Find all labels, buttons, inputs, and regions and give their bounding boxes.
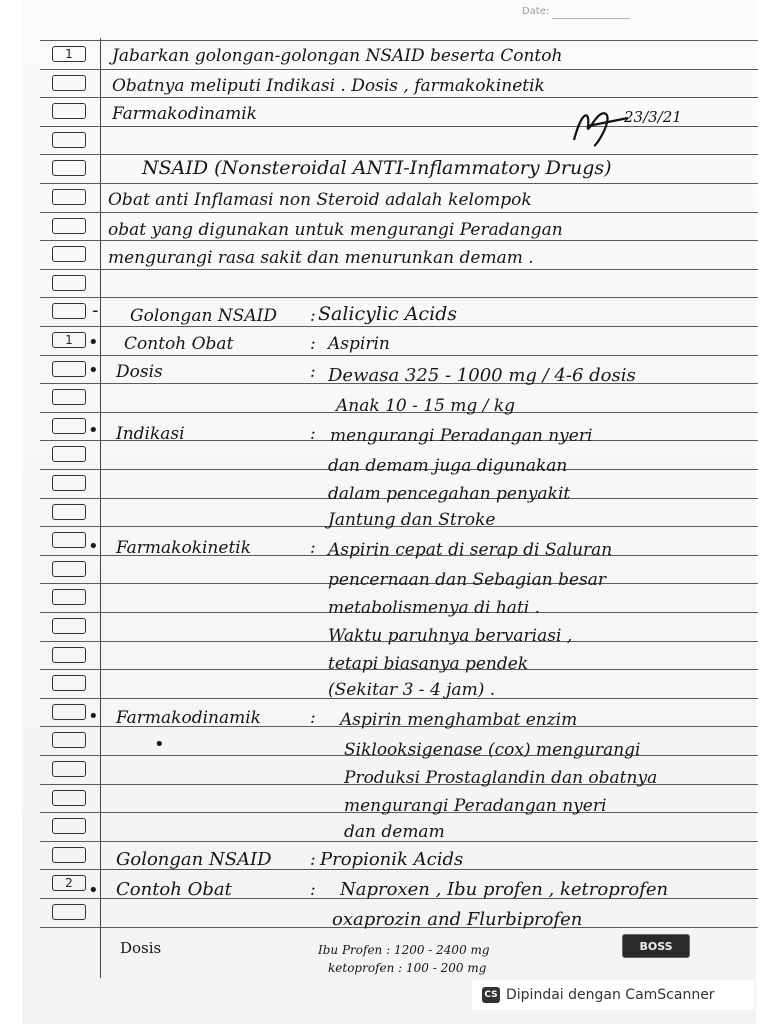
ruled-line — [40, 355, 758, 356]
farmakokinetik-value-1e: tetapi biasanya pendek — [328, 654, 529, 674]
margin-checkbox — [52, 246, 86, 262]
bullet: • — [88, 880, 99, 901]
intro-line-1: NSAID (Nonsteroidal ANTI-Inflammatory Drugs) — [142, 157, 612, 179]
margin-checkbox — [52, 589, 86, 605]
dosis-value-1a: Dewasa 325 - 1000 mg / 4-6 dosis — [328, 365, 636, 386]
bullet: • — [88, 420, 99, 441]
farmakodinamik-label-1: Farmakodinamik — [116, 708, 261, 728]
farmakokinetik-value-1a: Aspirin cepat di serap di Saluran — [328, 540, 613, 560]
colon: : — [310, 850, 316, 870]
golongan-value-1: Salicylic Acids — [318, 303, 458, 325]
margin-line — [100, 38, 101, 978]
margin-checkbox — [52, 361, 86, 377]
margin-checkbox — [52, 532, 86, 548]
date-line — [552, 18, 630, 19]
colon: : — [310, 306, 316, 326]
margin-checkbox — [52, 132, 86, 148]
dash-marker: - — [92, 300, 99, 321]
golongan-value-2: Propionik Acids — [320, 849, 464, 870]
indikasi-value-1a: mengurangi Peradangan nyeri — [330, 426, 593, 446]
question-line-3: Farmakodinamik — [112, 104, 257, 124]
colon: : — [310, 424, 316, 444]
margin-checkbox — [52, 818, 86, 834]
dosis-value-2a: Ibu Profen : 1200 - 2400 mg — [318, 943, 490, 957]
ruled-line — [40, 212, 758, 213]
contoh-label-2: Contoh Obat — [116, 879, 232, 900]
farmakodinamik-value-1a: Aspirin menghambat enzim — [340, 710, 578, 730]
farmakodinamik-value-1c: Produksi Prostaglandin dan obatnya — [344, 768, 658, 788]
margin-checkbox — [52, 475, 86, 491]
ruled-line — [40, 269, 758, 270]
farmakodinamik-value-1b: Siklooksigenase (cox) mengurangi — [344, 740, 641, 760]
camscanner-icon: CS — [482, 987, 500, 1003]
farmakodinamik-value-1e: dan demam — [344, 822, 445, 842]
question-line-2: Obatnya meliputi Indikasi . Dosis , farmakokinetik — [112, 76, 545, 96]
margin-checkbox — [52, 189, 86, 205]
margin-checkbox — [52, 446, 86, 462]
dosis-label-2: Dosis — [120, 939, 162, 957]
farmakokinetik-label-1: Farmakokinetik — [116, 538, 252, 558]
boss-stamp-logo: BOSS — [622, 934, 690, 958]
dosis-label-1: Dosis — [116, 362, 163, 382]
ruled-line — [40, 326, 758, 327]
colon: : — [310, 708, 316, 728]
intro-line-3: obat yang digunakan untuk mengurangi Peradangan — [108, 220, 563, 240]
farmakokinetik-value-1f: (Sekitar 3 - 4 jam) . — [328, 680, 496, 700]
margin-checkbox — [52, 75, 86, 91]
ruled-line — [40, 183, 758, 184]
bullet: • — [88, 360, 99, 381]
date-label: Date: — [522, 6, 550, 17]
colon: : — [310, 880, 316, 900]
margin-checkbox — [52, 103, 86, 119]
camscanner-text: Dipindai dengan CamScanner — [506, 987, 715, 1003]
margin-checkbox — [52, 303, 86, 319]
margin-checkbox — [52, 618, 86, 634]
bullet: • — [88, 332, 99, 353]
margin-checkbox — [52, 160, 86, 176]
indikasi-value-1c: dalam pencegahan penyakit — [328, 484, 571, 504]
indikasi-value-1b: dan demam juga digunakan — [328, 456, 568, 476]
signature-date: 23/3/21 — [624, 108, 682, 126]
bullet: • — [88, 536, 99, 557]
contoh-label-1: Contoh Obat — [124, 334, 234, 354]
margin-checkbox — [52, 275, 86, 291]
margin-checkbox — [52, 389, 86, 405]
margin-checkbox — [52, 561, 86, 577]
intro-line-2: Obat anti Inflamasi non Steroid adalah kelompok — [108, 190, 532, 210]
colon: : — [310, 362, 316, 382]
margin-checkbox — [52, 847, 86, 863]
margin-checkbox — [52, 790, 86, 806]
ruled-line — [40, 69, 758, 70]
dosis-value-2b: ketoprofen : 100 - 200 mg — [328, 961, 487, 975]
golongan-label-1: Golongan NSAID — [130, 306, 277, 326]
indikasi-value-1d: Jantung dan Stroke — [328, 510, 496, 530]
farmakodinamik-value-1d: mengurangi Peradangan nyeri — [344, 796, 607, 816]
contoh-value-2b: oxaprozin and Flurbiprofen — [332, 909, 583, 930]
margin-checkbox — [52, 704, 86, 720]
farmakokinetik-value-1d: Waktu paruhnya bervariasi , — [328, 626, 573, 646]
margin-checkbox — [52, 904, 86, 920]
signature-mark — [568, 100, 718, 150]
colon: : — [310, 538, 316, 558]
ruled-line — [40, 154, 758, 155]
intro-line-4: mengurangi rasa sakit dan menurunkan demam . — [108, 248, 534, 268]
margin-checkbox — [52, 761, 86, 777]
margin-checkbox — [52, 675, 86, 691]
bullet: • — [154, 734, 165, 755]
contoh-value-2a: Naproxen , Ibu profen , ketroprofen — [340, 879, 669, 900]
ruled-line — [40, 40, 758, 41]
margin-checkbox: 1 — [52, 46, 86, 62]
golongan-label-2: Golongan NSAID — [116, 849, 272, 870]
margin-checkbox — [52, 218, 86, 234]
margin-checkbox — [52, 732, 86, 748]
margin-checkbox: 2 — [52, 875, 86, 891]
margin-checkbox — [52, 418, 86, 434]
farmakokinetik-value-1b: pencernaan dan Sebagian besar — [328, 570, 607, 590]
indikasi-label-1: Indikasi — [116, 424, 185, 444]
farmakokinetik-value-1c: metabolismenya di hati . — [328, 598, 541, 618]
margin-checkbox — [52, 504, 86, 520]
ruled-line — [40, 297, 758, 298]
ruled-line — [40, 97, 758, 98]
bullet: • — [88, 706, 99, 727]
contoh-value-1: Aspirin — [328, 334, 390, 354]
margin-checkbox — [52, 647, 86, 663]
colon: : — [310, 334, 316, 354]
margin-checkbox: 1 — [52, 332, 86, 348]
ruled-line — [40, 240, 758, 241]
dosis-value-1b: Anak 10 - 15 mg / kg — [336, 396, 516, 416]
camscanner-watermark — [472, 980, 754, 1010]
question-line-1: Jabarkan golongan-golongan NSAID beserta Contoh — [112, 46, 563, 66]
